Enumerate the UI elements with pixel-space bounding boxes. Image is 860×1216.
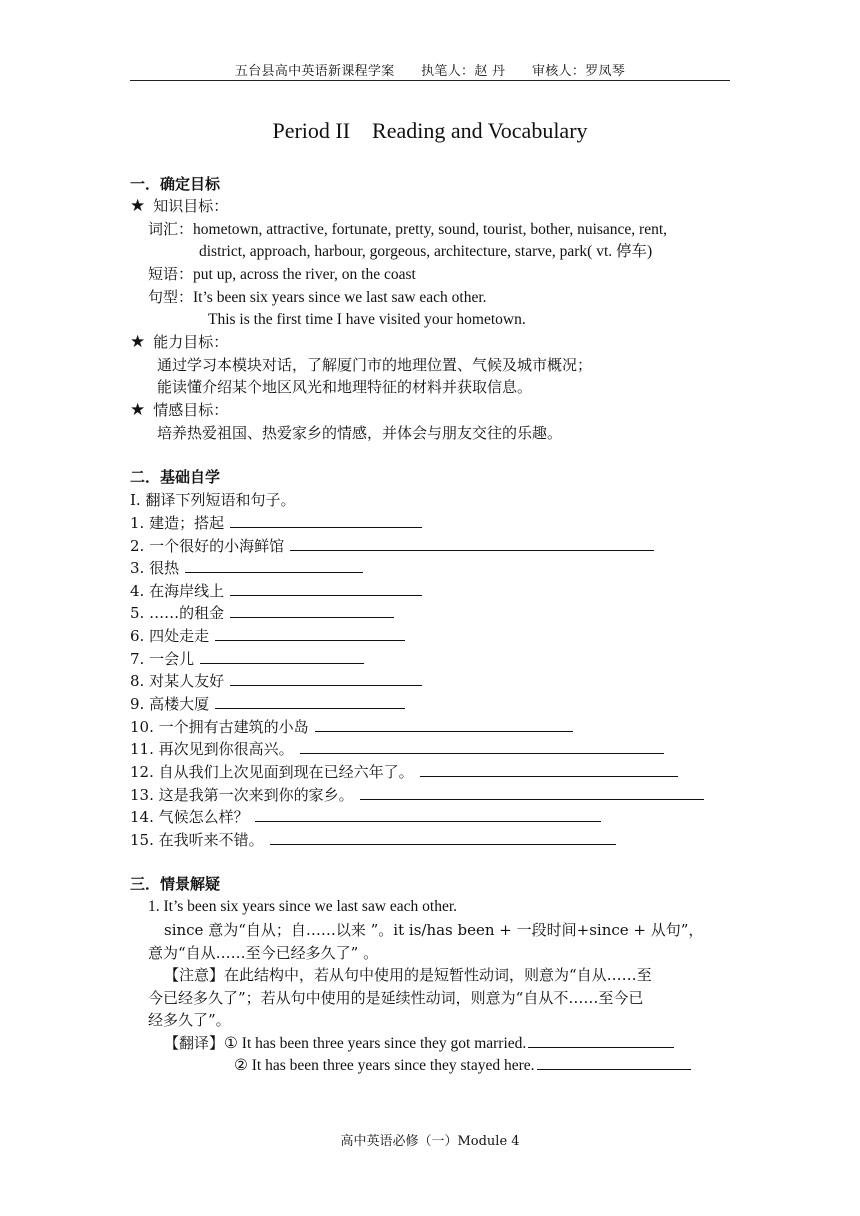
item-text: 12. 自从我们上次见面到现在已经六年了。 bbox=[130, 763, 414, 781]
ability-goal bbox=[130, 331, 228, 353]
list-item bbox=[130, 693, 405, 715]
item-text: 5. ……的租金 bbox=[130, 604, 225, 622]
ability-line2: 能读懂介绍某个地区风光和地理特征的材料并获取信息。 bbox=[157, 378, 533, 396]
section1-heading: 一．确定目标 bbox=[130, 175, 221, 193]
page-footer: 高中英语必修（一）Module 4 bbox=[340, 1134, 520, 1149]
list-item bbox=[130, 557, 363, 579]
vocab-line1 bbox=[148, 218, 667, 241]
section2-instruction: I. 翻译下列短语和句子。 bbox=[130, 491, 296, 509]
answer-blank[interactable] bbox=[360, 784, 704, 800]
list-item bbox=[130, 625, 405, 647]
sentence-label: 句型： bbox=[148, 288, 194, 306]
answer-blank[interactable] bbox=[290, 535, 654, 551]
translate-sentence-1: ① It has been three years since they got married. bbox=[224, 1035, 527, 1052]
answer-blank[interactable] bbox=[230, 580, 422, 596]
emotion-label: 情感目标： bbox=[153, 401, 229, 419]
point1: 1. It’s been six years since we last saw each other. bbox=[148, 898, 458, 915]
star-icon: ★ bbox=[130, 332, 146, 352]
answer-blank[interactable] bbox=[230, 512, 422, 528]
item-text: 14. 气候怎么样？ bbox=[130, 808, 249, 826]
item-text: 6. 四处走走 bbox=[130, 627, 210, 645]
list-item bbox=[130, 580, 422, 602]
phrase-line bbox=[148, 263, 416, 286]
note-line2: 今已经多久了”；若从句中使用的是延续性动词，则意为“自从不……至今已 bbox=[148, 989, 644, 1007]
answer-blank[interactable] bbox=[215, 693, 405, 709]
item-text: 13. 这是我第一次来到你的家乡。 bbox=[130, 786, 354, 804]
list-item bbox=[130, 738, 664, 760]
header-rule bbox=[130, 80, 730, 81]
list-item bbox=[130, 602, 394, 624]
phrase-label: 短语： bbox=[148, 265, 194, 283]
page-header: 五台县高中英语新课程学案 执笔人：赵 丹 审核人：罗凤琴 bbox=[234, 64, 626, 79]
sentence-1: It’s been six years since we last saw each other. bbox=[193, 289, 487, 306]
vocab-line2: district, approach, harbour, gorgeous, architecture, starve, park( vt. 停车) bbox=[199, 243, 653, 260]
answer-blank[interactable] bbox=[300, 738, 664, 754]
knowledge-label: 知识目标： bbox=[153, 197, 229, 215]
page-title: Period II Reading and Vocabulary bbox=[272, 118, 588, 143]
item-text: 1. 建造；搭起 bbox=[130, 514, 225, 532]
list-item bbox=[130, 806, 601, 828]
knowledge-goal bbox=[130, 195, 228, 217]
item-text: 10. 一个拥有古建筑的小岛 bbox=[130, 718, 309, 736]
answer-blank[interactable] bbox=[315, 716, 573, 732]
answer-blank[interactable] bbox=[230, 602, 394, 618]
answer-blank[interactable] bbox=[528, 1032, 674, 1048]
ability-label: 能力目标： bbox=[153, 333, 229, 351]
note-line3: 经多久了”。 bbox=[148, 1011, 231, 1029]
sentence-line1 bbox=[148, 286, 487, 309]
note-line1: 【注意】在此结构中，若从句中使用的是短暂性动词，则意为“自从……至 bbox=[164, 966, 652, 984]
ability-line1: 通过学习本模块对话，了解厦门市的地理位置、气候及城市概况； bbox=[157, 356, 593, 374]
list-item bbox=[130, 535, 654, 557]
item-text: 15. 在我听来不错。 bbox=[130, 831, 264, 849]
item-text: 8. 对某人友好 bbox=[130, 672, 225, 690]
list-item bbox=[130, 784, 704, 806]
vocab-label: 词汇： bbox=[148, 220, 194, 238]
answer-blank[interactable] bbox=[270, 829, 616, 845]
explain-line1: since 意为“自从；自……以来 ”。it is/has been + 一段时间+since + 从句”， bbox=[164, 921, 704, 939]
answer-blank[interactable] bbox=[537, 1054, 691, 1070]
answer-blank[interactable] bbox=[215, 625, 405, 641]
vocab-words-1: hometown, attractive, fortunate, pretty, sound, tourist, bother, nuisance, rent, bbox=[193, 221, 668, 238]
answer-blank[interactable] bbox=[230, 670, 422, 686]
list-item bbox=[130, 512, 422, 534]
translate-sentence-2: ② It has been three years since they stayed here. bbox=[234, 1057, 535, 1074]
list-item bbox=[130, 648, 364, 670]
item-text: 7. 一会儿 bbox=[130, 650, 195, 668]
explain-line2: 意为“自从……至今已经多久了” 。 bbox=[148, 944, 379, 962]
list-item bbox=[130, 716, 573, 738]
emotion-goal bbox=[130, 399, 228, 421]
item-text: 9. 高楼大厦 bbox=[130, 695, 210, 713]
item-text: 2. 一个很好的小海鲜馆 bbox=[130, 537, 285, 555]
list-item bbox=[130, 829, 616, 851]
list-item bbox=[130, 670, 422, 692]
translate-row1 bbox=[164, 1032, 674, 1055]
answer-blank[interactable] bbox=[200, 648, 364, 664]
item-text: 11. 再次见到你很高兴。 bbox=[130, 740, 294, 758]
sentence-2: This is the first time I have visited your hometown. bbox=[208, 311, 526, 328]
emotion-line1: 培养热爱祖国、热爱家乡的情感，并体会与朋友交往的乐趣。 bbox=[157, 424, 563, 442]
item-text: 3. 很热 bbox=[130, 559, 180, 577]
phrase-text: put up, across the river, on the coast bbox=[193, 266, 416, 283]
answer-blank[interactable] bbox=[255, 806, 601, 822]
answer-blank[interactable] bbox=[185, 557, 363, 573]
translate-label: 【翻译】 bbox=[164, 1034, 225, 1052]
section2-heading: 二．基础自学 bbox=[130, 468, 221, 486]
item-text: 4. 在海岸线上 bbox=[130, 582, 225, 600]
star-icon: ★ bbox=[130, 196, 146, 216]
star-icon: ★ bbox=[130, 400, 146, 420]
translate-row2 bbox=[234, 1054, 691, 1077]
answer-blank[interactable] bbox=[420, 761, 678, 777]
list-item bbox=[130, 761, 678, 783]
section3-heading: 三．情景解疑 bbox=[130, 875, 221, 893]
